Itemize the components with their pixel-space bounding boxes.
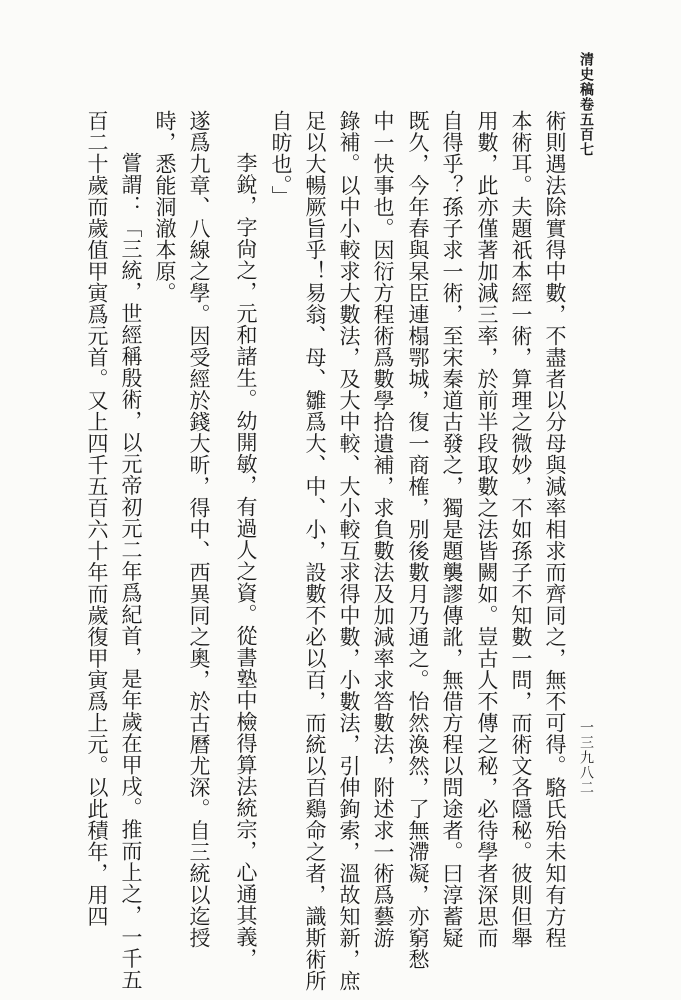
text-column: 百二十歲而歲值甲寅爲元首。又上四千五百六十年而歲復甲寅爲上元。以此積年，用四 bbox=[85, 110, 109, 927]
text-column: 足以大暢厥旨乎！易翁、母、雛爲大、中、小，設數不必以百，而統以百鷄命之者，識斯術所 bbox=[303, 110, 327, 992]
text-column: 本術耳。夫題祇本經一術，算理之微妙，不如孫子不知數一問，而術文各隱秘。彼則但舉 bbox=[509, 110, 533, 949]
text-column: 自得乎？孫子求一術，至宋秦道古發之，獨是題襲謬傳訛，無借方程以問途者。曰淳蓄疑 bbox=[440, 110, 464, 949]
text-column: 自昉也。」 bbox=[269, 110, 293, 207]
text-column: 術則遇法除實得中數，不盡者以分母與減率相求而齊同之，無不可得。駱氏殆未知有方程 bbox=[543, 110, 567, 949]
text-column-paragraph-start: 李銳，字尙之，元和諸生。幼開敏，有過人之資。從書塾中檢得算法統宗，心通其義， bbox=[234, 152, 258, 969]
text-column: 既久，今年春與杲臣連榻鄂城，復一商榷，別後數月乃通之。怡然渙然，了無滯凝，亦窮愁 bbox=[406, 110, 430, 970]
text-column: 時，悉能洞澈本原。 bbox=[153, 110, 177, 304]
text-column: 遂爲九章、八線之學。因受經於錢大昕，得中、西異同之奧，於古曆尤深。自三統以迄授 bbox=[187, 110, 211, 949]
page-number: 一三九八二 bbox=[578, 720, 594, 795]
text-column: 用數，此亦僅著加減三率，於前半段取數之法皆闕如。豈古人不傳之秘，必待學者深思而 bbox=[475, 110, 499, 949]
text-column-paragraph-start: 嘗謂：「三統，世經稱殷術，以元帝初元二年爲紀首，是年歲在甲戌。推而上之，一千五 bbox=[119, 152, 143, 991]
text-column: 錄補。以中小較求大數法，及大中較、大小較互求得中數，小數法，引伸鉤索，溫故知新，庶 bbox=[337, 110, 361, 992]
running-title: 清史稿卷五百七 bbox=[578, 52, 594, 157]
text-column: 中一快事也。因衍方程術爲數學拾遺補，求負數法及加減率求答數法，附述求一術爲藝游 bbox=[371, 110, 395, 949]
